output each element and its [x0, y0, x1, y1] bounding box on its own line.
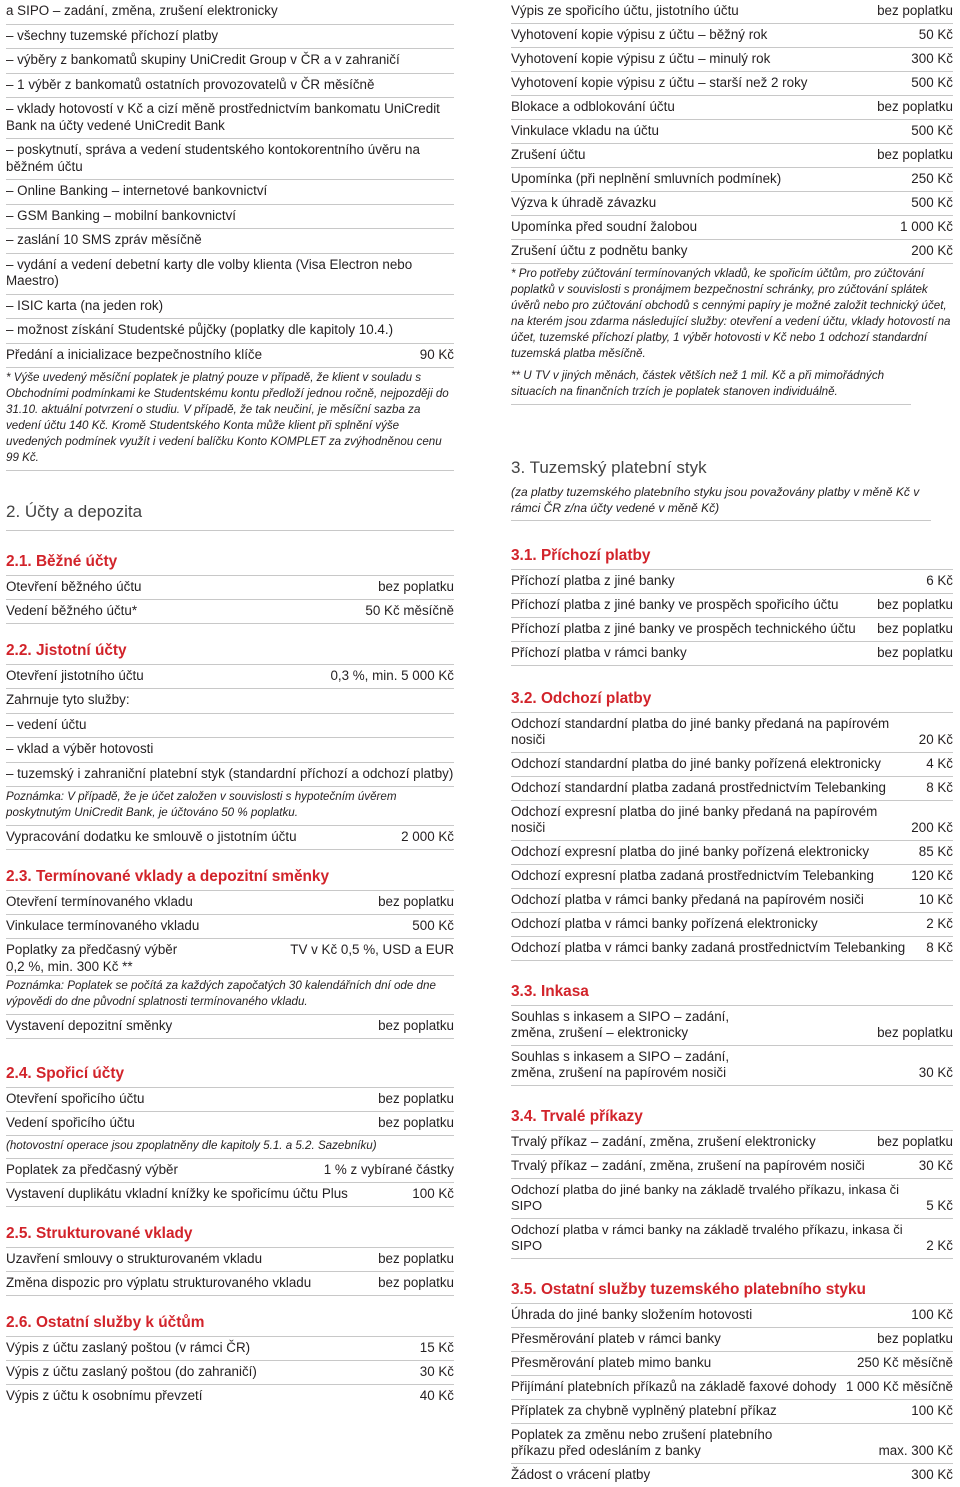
- fee-row: [511, 1376, 953, 1400]
- fee-row: [511, 96, 953, 120]
- fee-row: [511, 1155, 953, 1179]
- fee-row: [6, 1361, 454, 1385]
- subsection-title: 3.3. Inkasa: [511, 979, 953, 1006]
- fee-label: Odchozí platba do jiné banky na základě trvalého příkazu, inkasa či SIPO: [511, 1182, 900, 1213]
- fee-row: [511, 1304, 953, 1328]
- fee-row: [511, 216, 953, 240]
- fee-row: [511, 570, 953, 594]
- fee-label: Odchozí standardní platba zadaná prostřednictvím Telebanking: [511, 780, 886, 795]
- fee-label: Příplatek za chybně vyplněný platební příkaz: [511, 1403, 777, 1418]
- fee-value: 300 Kč: [911, 51, 953, 66]
- fee-label: Výpis z účtu zaslaný poštou (do zahraničí): [6, 1364, 257, 1379]
- fee-row: [6, 600, 454, 624]
- text-line: Zahrnuje tyto služby:: [6, 689, 454, 714]
- service-item: a SIPO – zadání, změna, zrušení elektronicky: [6, 0, 454, 25]
- fee-value: bez poplatku: [877, 1025, 953, 1040]
- fee-value: bez poplatku: [378, 1275, 454, 1290]
- fee-value: 8 Kč: [926, 780, 953, 795]
- subsection-title: 3.5. Ostatní služby tuzemského platebního styku: [511, 1277, 953, 1304]
- fee-label: Upomínka před soudní žalobou: [511, 219, 698, 234]
- fee-value: 6 Kč: [926, 573, 953, 588]
- fee-row: [6, 1183, 454, 1207]
- fee-row: [511, 753, 953, 777]
- footnote: ** U TV v jiných měnách, částek větších než 1 mil. Kč a při mimořádných situacích na finančních trzích je poplatek stanoven individuálně.: [511, 366, 911, 405]
- fee-value: bez poplatku: [378, 1251, 454, 1266]
- note: (hotovostní operace jsou zpoplatněny dle kapitoly 5.1. a 5.2. Sazebníku): [6, 1136, 454, 1159]
- section-title: 2. Účty a depozita: [6, 496, 454, 531]
- fee-label: Výpis ze spořicího účtu, jistotního účtu: [511, 3, 739, 18]
- fee-value: 1 000 Kč: [900, 219, 953, 234]
- fee-value: 0,3 %, min. 5 000 Kč: [330, 668, 454, 683]
- fee-row: [6, 665, 454, 689]
- fee-value: 300 Kč: [911, 1467, 953, 1482]
- fee-value: 100 Kč: [911, 1307, 953, 1322]
- fee-row: [511, 1400, 953, 1424]
- service-item: – výběry z bankomatů skupiny UniCredit Group v ČR a v zahraničí: [6, 49, 454, 74]
- fee-label: Přijímání platebních příkazů na základě faxové dohody: [511, 1379, 837, 1394]
- fee-row: [6, 1015, 454, 1039]
- fee-value: 40 Kč: [419, 1388, 454, 1403]
- fee-label: Odchozí standardní platba do jiné banky předaná na papírovém nosiči: [511, 716, 890, 747]
- fee-label: Souhlas s inkasem a SIPO – zadání, změna, zrušení – elektronicky: [511, 1009, 730, 1040]
- fee-row: [511, 1424, 953, 1464]
- fee-value: bez poplatku: [378, 1091, 454, 1106]
- fee-value: bez poplatku: [378, 894, 454, 909]
- subsection-title: 3.1. Příchozí platby: [511, 543, 953, 570]
- fee-row: [511, 1006, 953, 1046]
- fee-label: Úhrada do jiné banky složením hotovosti: [511, 1307, 753, 1322]
- fee-label: Vedení spořicího účtu: [6, 1115, 135, 1130]
- fee-row: [511, 72, 953, 96]
- fee-value: 85 Kč: [918, 844, 953, 859]
- fee-row: [6, 891, 454, 915]
- fee-label: Odchozí platba v rámci banky předaná na papírovém nosiči: [511, 892, 864, 907]
- fee-value: 250 Kč: [911, 171, 953, 186]
- fee-value: 5 Kč: [926, 1198, 953, 1213]
- service-item: – poskytnutí, správa a vedení studentského kontokorentního úvěru na běžném účtu: [6, 139, 454, 180]
- fee-value: bez poplatku: [378, 1018, 454, 1033]
- fee-value: bez poplatku: [378, 579, 454, 594]
- fee-label: Odchozí standardní platba do jiné banky pořízená elektronicky: [511, 756, 881, 771]
- service-item: – vklady hotovostí v Kč a cizí měně prostřednictvím bankomatu UniCredit Bank na účty vedené UniCredit Bank: [6, 98, 454, 139]
- fee-value: 500 Kč: [412, 918, 454, 933]
- fee-label: Přesměrování plateb mimo banku: [511, 1355, 712, 1370]
- fee-value: 30 Kč: [918, 1065, 953, 1080]
- fee-label: Vinkulace vkladu na účtu: [511, 123, 659, 138]
- fee-value: 2 Kč: [926, 1238, 953, 1253]
- fee-value: 1 000 Kč měsíčně: [845, 1379, 953, 1394]
- fee-value: 250 Kč měsíčně: [856, 1355, 953, 1370]
- service-item: – ISIC karta (na jeden rok): [6, 295, 454, 320]
- fee-value: bez poplatku: [877, 1134, 953, 1149]
- fee-label: Otevření spořicího účtu: [6, 1091, 145, 1106]
- fee-label: Otevření běžného účtu: [6, 579, 142, 594]
- fee-label: Upomínka (při neplnění smluvních podmínek): [511, 171, 782, 186]
- fee-label: Předání a inicializace bezpečnostního klíče: [6, 346, 263, 362]
- fee-label: Příchozí platba z jiné banky ve prospěch spořicího účtu: [511, 597, 839, 612]
- fee-label: Vystavení duplikátu vkladní knížky ke spořicímu účtu Plus: [6, 1186, 348, 1201]
- fee-row: [6, 1159, 454, 1183]
- footnote: * Výše uvedený měsíční poplatek je platný pouze v případě, že klient v souladu s Obchodními podmínkami ke Studentskému kontu předloží jednou ročně, nejpozději do 31.10. aktuální potvrzení o studiu. V případě, že tak neučiní, je měsíční sazba za vedení účtu 140 Kč. Kromě Studentského Konta může klient při splnění výše uvedených podmínek využít i vedení balíčku Konto KOMPLET za zvýhodněnou cenu 99 Kč.: [6, 368, 454, 471]
- fee-label: Přesměrování plateb v rámci banky: [511, 1331, 721, 1346]
- fee-row: [511, 1131, 953, 1155]
- fee-label: Trvalý příkaz – zadání, změna, zrušení elektronicky: [511, 1134, 816, 1149]
- fee-row: [511, 913, 953, 937]
- fee-label: Výzva k úhradě závazku: [511, 195, 657, 210]
- fee-row: [511, 1219, 953, 1259]
- fee-row: [511, 594, 953, 618]
- fee-row: [511, 865, 953, 889]
- fee-label: Příchozí platba v rámci banky: [511, 645, 687, 660]
- fee-row: [6, 1112, 454, 1136]
- service-item: – vedení účtu: [6, 714, 454, 739]
- fee-value: 120 Kč: [911, 868, 953, 883]
- service-item: – vydání a vedení debetní karty dle volby klienta (Visa Electron nebo Maestro): [6, 254, 454, 295]
- fee-value: 15 Kč: [419, 1340, 454, 1355]
- fee-value: bez poplatku: [877, 645, 953, 660]
- fee-value-cont: 0,2 %, min. 300 Kč **: [6, 958, 133, 974]
- fee-label: Odchozí expresní platba do jiné banky pořízená elektronicky: [511, 844, 870, 859]
- fee-row: [511, 1046, 953, 1086]
- fee-row: [511, 841, 953, 865]
- fee-value: bez poplatku: [877, 621, 953, 636]
- fee-row: [6, 1272, 454, 1296]
- fee-label: Otevření jistotního účtu: [6, 668, 144, 683]
- fee-value: 1 % z vybírané částky: [323, 1162, 454, 1177]
- fee-label: Vyhotovení kopie výpisu z účtu – minulý rok: [511, 51, 771, 66]
- fee-value: bez poplatku: [877, 3, 953, 18]
- fee-value: 30 Kč: [918, 1158, 953, 1173]
- fee-label: Vypracování dodatku ke smlouvě o jistotním účtu: [6, 829, 297, 844]
- fee-row: [511, 777, 953, 801]
- subsection-title: 2.6. Ostatní služby k účtům: [6, 1310, 454, 1337]
- fee-label: Odchozí expresní platba do jiné banky předaná na papírovém nosiči: [511, 804, 878, 835]
- fee-label: Souhlas s inkasem a SIPO – zadání, změna, zrušení na papírovém nosiči: [511, 1049, 730, 1080]
- fee-value: bez poplatku: [877, 597, 953, 612]
- fee-row: [511, 144, 953, 168]
- fee-value: 100 Kč: [911, 1403, 953, 1418]
- fee-row: [511, 48, 953, 72]
- service-item: – tuzemský i zahraniční platební styk (standardní příchozí a odchozí platby): [6, 763, 454, 788]
- service-item: – zaslání 10 SMS zpráv měsíčně: [6, 229, 454, 254]
- fee-value: 90 Kč: [419, 346, 454, 362]
- subsection-title: 3.4. Trvalé příkazy: [511, 1104, 953, 1131]
- fee-row: [6, 1248, 454, 1272]
- fee-row: [511, 937, 953, 961]
- fee-value: bez poplatku: [877, 147, 953, 162]
- fee-row: [511, 801, 953, 841]
- fee-row: [6, 826, 454, 850]
- fee-value: 500 Kč: [911, 123, 953, 138]
- service-item: – 1 výběr z bankomatů ostatních provozovatelů v ČR měsíčně: [6, 74, 454, 99]
- fee-value: 50 Kč měsíčně: [365, 603, 454, 618]
- fee-value: TV v Kč 0,5 %, USD a EUR: [290, 942, 454, 957]
- fee-label: Odchozí expresní platba zadaná prostřednictvím Telebanking: [511, 868, 875, 883]
- subsection-title: 2.2. Jistotní účty: [6, 638, 454, 665]
- fee-row: [511, 1464, 953, 1487]
- fee-label: Příchozí platba z jiné banky: [511, 573, 675, 588]
- fee-label: Odchozí platba v rámci banky pořízená elektronicky: [511, 916, 818, 931]
- fee-label: Vinkulace termínovaného vkladu: [6, 918, 200, 933]
- fee-label: Uzavření smlouvy o strukturovaném vkladu: [6, 1251, 263, 1266]
- note: Poznámka: Poplatek se počítá za každých započatých 30 kalendářních dní ode dne výpovědi do dne původní splatnosti termínovaného vkladu.: [6, 975, 454, 1015]
- fee-row: [6, 1385, 454, 1408]
- fee-label: Žádost o vrácení platby: [511, 1467, 651, 1482]
- fee-value: 200 Kč: [911, 243, 953, 258]
- fee-row: [511, 24, 953, 48]
- fee-label: Změna dispozic pro výplatu strukturovaného vkladu: [6, 1275, 312, 1290]
- service-item: – všechny tuzemské příchozí platby: [6, 25, 454, 50]
- section-title: 3. Tuzemský platební styk: [511, 458, 707, 477]
- fee-label: Vyhotovení kopie výpisu z účtu – běžný rok: [511, 27, 768, 42]
- fee-row: [6, 576, 454, 600]
- service-item: – GSM Banking – mobilní bankovnictví: [6, 205, 454, 230]
- fee-value: 2 000 Kč: [401, 829, 454, 844]
- note: Poznámka: V případě, že je účet založen v souvislosti s hypotečním úvěrem poskytnutým UniCredit Bank, je účtováno 50 % poplatku.: [6, 787, 454, 826]
- fee-row: [511, 192, 953, 216]
- footnote: * Pro potřeby zúčtování termínovaných vkladů, ke spořicím účtům, pro zúčtování poplatků v souvislosti s pronájmem bezpečnostní schránky, pro zúčtování splátek úvěrů nebo pro zúčtování obchodů s cennými papíry je možné založit technický účet, na kterém jsou zdarma následující služby: otevření a vedení účtu, vklady hotovostí na účet, tuzemské příchozí platby, 1 výběr hotovosti v Kč nebo 1 odchozí standardní tuzemská platba měsíčně.: [511, 267, 951, 360]
- fee-row: [511, 168, 953, 192]
- fee-row: [511, 1179, 953, 1219]
- fee-value: 200 Kč: [911, 820, 953, 835]
- service-item: – Online Banking – internetové bankovnictví: [6, 180, 454, 205]
- fee-row: [6, 1337, 454, 1361]
- subsection-title: 2.4. Spořicí účty: [6, 1061, 454, 1088]
- fee-row: [511, 1328, 953, 1352]
- service-item: – možnost získání Studentské půjčky (poplatky dle kapitoly 10.4.): [6, 319, 454, 344]
- fee-row: [6, 344, 454, 368]
- fee-label: Trvalý příkaz – zadání, změna, zrušení na papírovém nosiči: [511, 1158, 865, 1173]
- fee-label: Blokace a odblokování účtu: [511, 99, 675, 114]
- fee-row: [511, 889, 953, 913]
- fee-value: 10 Kč: [918, 892, 953, 907]
- fee-row: [511, 1352, 953, 1376]
- fee-row: [511, 120, 953, 144]
- fee-row: [511, 642, 953, 666]
- fee-value: bez poplatku: [877, 99, 953, 114]
- fee-label: Výpis z účtu k osobnímu převzetí: [6, 1388, 203, 1403]
- subsection-title: 2.3. Termínované vklady a depozitní směnky: [6, 864, 454, 891]
- fee-value: bez poplatku: [877, 1331, 953, 1346]
- fee-label: Vyhotovení kopie výpisu z účtu – starší než 2 roky: [511, 75, 808, 90]
- fee-row: [511, 618, 953, 642]
- subsection-title: 3.2. Odchozí platby: [511, 686, 953, 713]
- fee-label: Poplatek za předčasný výběr: [6, 1162, 178, 1177]
- fee-value: 8 Kč: [926, 940, 953, 955]
- fee-label: Vystavení depozitní směnky: [6, 1018, 173, 1033]
- section-subtitle: (za platby tuzemského platebního styku jsou považovány platby v měně Kč v rámci ČR z/na účty vedené v měně Kč): [511, 482, 931, 521]
- fee-value: 500 Kč: [911, 195, 953, 210]
- fee-row: [6, 915, 454, 939]
- subsection-title: 2.1. Běžné účty: [6, 549, 454, 576]
- fee-value: 30 Kč: [419, 1364, 454, 1379]
- fee-row: [511, 0, 953, 24]
- fee-label: Poplatek za změnu nebo zrušení platebního příkazu před odesláním z banky: [511, 1427, 773, 1458]
- fee-value: 500 Kč: [911, 75, 953, 90]
- fee-value: 4 Kč: [926, 756, 953, 771]
- fee-row: [6, 1088, 454, 1112]
- fee-value: 50 Kč: [918, 27, 953, 42]
- fee-label: Odchozí platba v rámci banky zadaná prostřednictvím Telebanking: [511, 940, 906, 955]
- fee-row: [6, 939, 454, 975]
- fee-label: Odchozí platba v rámci banky na základě trvalého příkazu, inkasa či SIPO: [511, 1222, 903, 1253]
- fee-label: Příchozí platba z jiné banky ve prospěch technického účtu: [511, 621, 856, 636]
- fee-value: 20 Kč: [918, 732, 953, 747]
- fee-row: [511, 713, 953, 753]
- fee-row: [511, 240, 953, 264]
- fee-value: 2 Kč: [926, 916, 953, 931]
- fee-label: Vedení běžného účtu*: [6, 603, 138, 618]
- fee-value: max. 300 Kč: [878, 1443, 953, 1458]
- fee-label: Otevření termínovaného vkladu: [6, 894, 193, 909]
- fee-value: bez poplatku: [378, 1115, 454, 1130]
- fee-label: Poplatky za předčasný výběr: [6, 942, 178, 957]
- subsection-title: 2.5. Strukturované vklady: [6, 1221, 454, 1248]
- fee-label: Zrušení účtu: [511, 147, 586, 162]
- fee-value: 100 Kč: [412, 1186, 454, 1201]
- fee-label: Výpis z účtu zaslaný poštou (v rámci ČR): [6, 1340, 251, 1355]
- service-item: – vklad a výběr hotovosti: [6, 738, 454, 763]
- fee-label: Zrušení účtu z podnětu banky: [511, 243, 688, 258]
